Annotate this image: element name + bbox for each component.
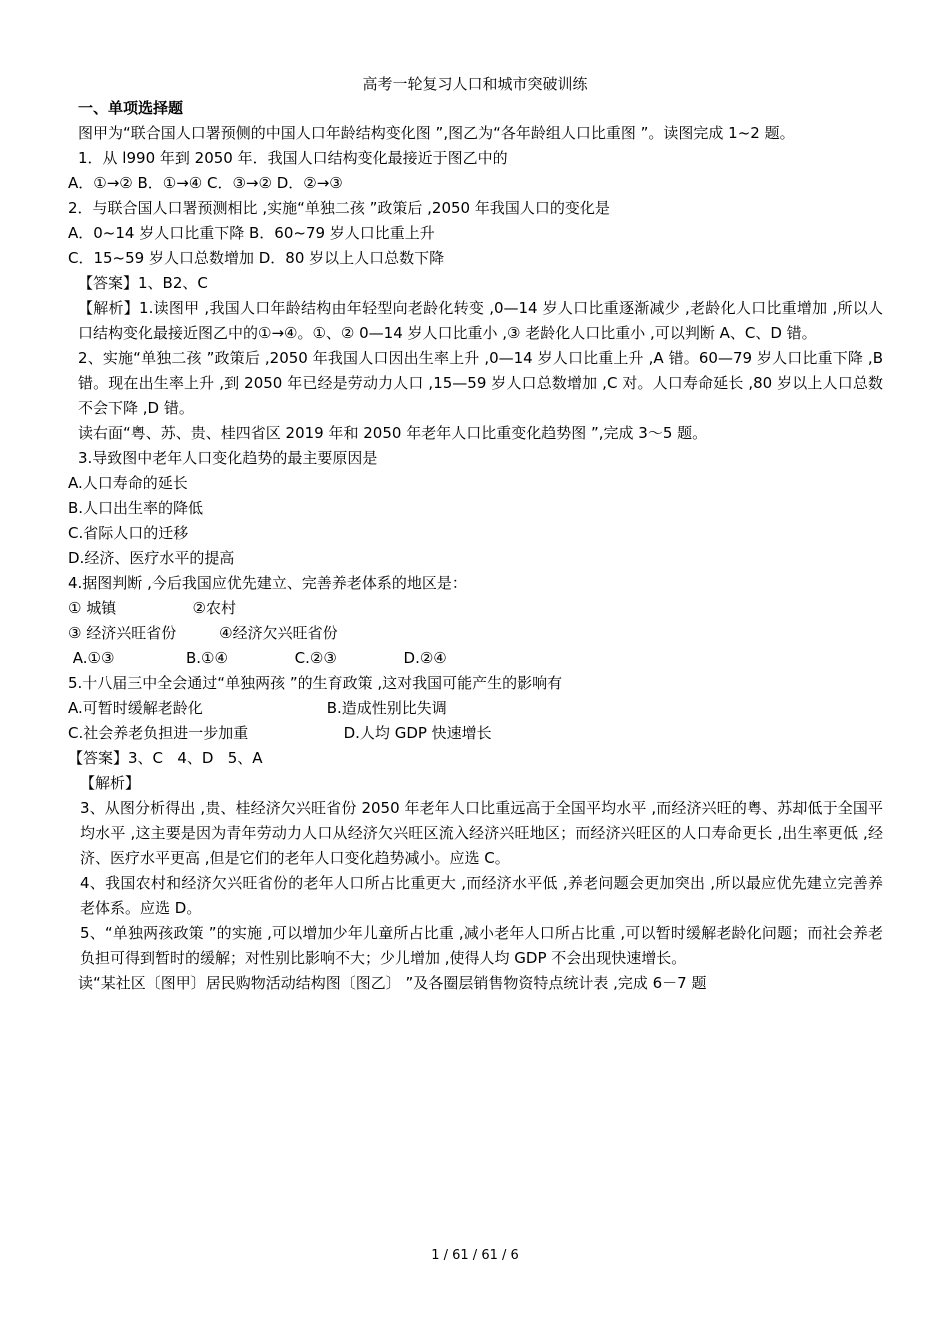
document-title: 高考一轮复习人口和城市突破训练: [362, 75, 588, 93]
analysis-5: 5、“单独两孩政策 ”的实施 ,可以增加少年儿童所占比重 ,减小老年人口所占比重 ,可以暂时缓解老龄化问题；而社会养老负担可得到暂时的缓解；对性别比影响不大；少儿增加 ,使得人均 GDP 不会出现快速增长。: [80, 924, 883, 967]
question-3-option-a: A.人口寿命的延长: [68, 474, 188, 492]
intro-q1-2: 图甲为“联合国人口署预侧的中国人口年龄结构变化图 ”,图乙为“各年龄组人口比重图 ”。读图完成 1~2 题。: [78, 124, 795, 142]
analysis-heading: 【解析】: [80, 774, 141, 792]
analysis-4: 4、我国农村和经济欠兴旺省份的老年人口所占比重更大 ,而经济水平低 ,养老问题会更加突出 ,所以最应优先建立完善养老体系。应选 D。: [80, 874, 883, 917]
question-3-option-c: C.省际人口的迁移: [68, 524, 189, 542]
question-2-options-ab: A．0~14 岁人口比重下降 B．60~79 岁人口比重上升: [68, 224, 435, 242]
intro-q3-5: 读右面“粤、苏、贵、桂四省区 2019 年和 2050 年老年人口比重变化趋势图 ”,完成 3～5 题。: [78, 424, 708, 442]
question-3-option-d: D.经济、医疗水平的提高: [68, 549, 235, 567]
section-heading: 一、单项选择题: [78, 99, 184, 117]
question-4-items-12: ① 城镇 ②农村: [68, 599, 236, 617]
document-body: [68, 96, 883, 996]
question-2: 2．与联合国人口署预测相比 ,实施“单独二孩 ”政策后 ,2050 年我国人口的变化是: [68, 199, 610, 217]
question-3: 3.导致图中老年人口变化趋势的最主要原因是: [78, 449, 378, 467]
analysis-2: 2、实施“单独二孩 ”政策后 ,2050 年我国人口因出生率上升 ,0—14 岁人口比重上升 ,A 错。60—79 岁人口比重下降 ,B 错。现在出生率上升 ,到 2050 年已经是劳动力人口 ,15—59 岁人口总数增加 ,C 对。人口寿命延长 ,80 岁以上人口总数不会下降 ,D 错。: [78, 349, 883, 417]
question-5: 5.十八届三中全会通过“单独两孩 ”的生育政策 ,这对我国可能产生的影响有: [68, 674, 563, 692]
question-4-options: A.①③ B.①④ C.②③ D.②④: [68, 649, 447, 667]
question-5-options-ab: A.可暂时缓解老龄化 B.造成性别比失调: [68, 699, 447, 717]
answer-1-2: 【答案】1、B2、C: [78, 274, 208, 292]
analysis-3: 3、从图分析得出 ,贵、桂经济欠兴旺省份 2050 年老年人口比重远高于全国平均水平 ,而经济兴旺的粤、苏却低于全国平均水平 ,这主要是因为青年劳动力人口从经济欠兴旺区流入经济兴旺地区；而经济兴旺区的人口寿命更长 ,出生率更低 ,经济、医疗水平更高 ,但是它们的老年人口变化趋势减小。应选 C。: [80, 799, 883, 867]
question-4: 4.据图判断 ,今后我国应优先建立、完善养老体系的地区是：: [68, 574, 467, 592]
question-1-options: A．①→② B．①→④ C．③→② D．②→③: [68, 174, 343, 192]
question-4-items-34: ③ 经济兴旺省份 ④经济欠兴旺省份: [68, 624, 338, 642]
question-5-options-cd: C.社会养老负担进一步加重 D.人均 GDP 快速增长: [68, 724, 492, 742]
question-1: 1．从 l990 年到 2050 年．我国人口结构变化最接近于图乙中的: [78, 149, 508, 167]
question-2-options-cd: C．15~59 岁人口总数增加 D．80 岁以上人口总数下降: [68, 249, 445, 267]
analysis-1: 【解析】1.读图甲 ,我国人口年龄结构由年轻型向老龄化转变 ,0—14 岁人口比重逐渐减少 ,老龄化人口比重增加 ,所以人口结构变化最接近图乙中的①→④。①、② 0—14 岁人口比重小 ,③ 老龄化人口比重小 ,可以判断 A、C、D 错。: [78, 299, 883, 342]
page-footer: 1 / 61 / 61 / 6: [431, 1248, 519, 1263]
answer-3-5: 【答案】3、C 4、D 5、A: [68, 749, 263, 767]
intro-q6-7: 读“某社区〔图甲〕居民购物活动结构图〔图乙〕 ”及各圈层销售物资特点统计表 ,完成 6－7 题: [78, 974, 707, 992]
question-3-option-b: B.人口出生率的降低: [68, 499, 204, 517]
